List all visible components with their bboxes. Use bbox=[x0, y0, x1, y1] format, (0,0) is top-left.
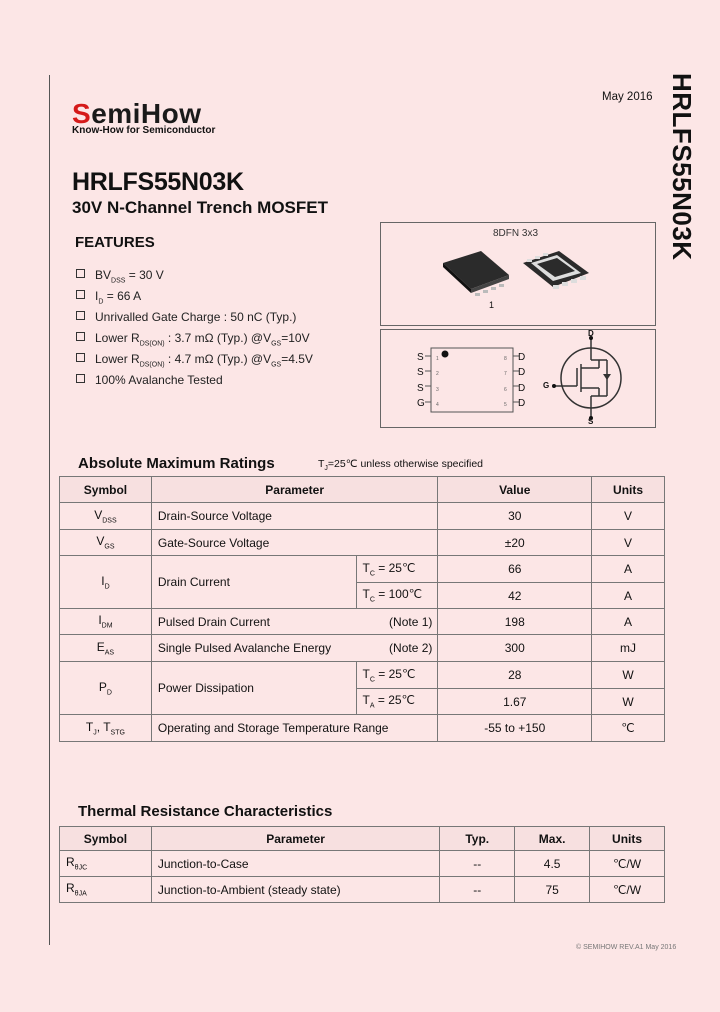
table-row bbox=[60, 503, 665, 530]
param-cell: Drain-Source Voltage bbox=[151, 503, 438, 530]
table-row bbox=[60, 635, 665, 662]
feature-item: $BV_{DSS} = 30$ V bbox=[76, 268, 164, 284]
param-cell: Operating and Storage Temperature Range bbox=[151, 715, 438, 742]
table-row bbox=[60, 662, 665, 689]
right-pin-letters: D D D D bbox=[518, 352, 526, 409]
max-cell: 75 bbox=[515, 877, 590, 903]
part-description: 30V N-Channel Trench MOSFET bbox=[72, 198, 328, 217]
symbol-cell: $V_{DSS}$ bbox=[60, 503, 152, 530]
thermal-table bbox=[59, 826, 665, 903]
schematic-box bbox=[380, 329, 656, 428]
condition-cell: $T_A$ = 25℃ bbox=[356, 689, 438, 715]
feature-item: Lower $R_{DS(ON)}$ : 3.7 mΩ (Typ.) $@V_{GS}=10V$ bbox=[76, 331, 310, 347]
unit-cell: W bbox=[592, 689, 665, 715]
unit-cell: V bbox=[592, 503, 665, 530]
symbol-cell: $R_{\theta JC}$ bbox=[60, 851, 152, 877]
unit-cell: ℃/W bbox=[590, 877, 665, 903]
symbol-cell: $P_D$ bbox=[60, 662, 152, 715]
value-cell: 198 bbox=[438, 609, 592, 635]
drain-label: D bbox=[588, 329, 594, 338]
abs-max-table bbox=[59, 476, 665, 742]
symbol-cell: $E_{AS}$ bbox=[60, 635, 152, 662]
symbol-cell: $I_{DM}$ bbox=[60, 609, 152, 635]
col-parameter: Parameter bbox=[151, 477, 438, 503]
thermal-title: Thermal Resistance Characteristics bbox=[78, 803, 333, 820]
abs-max-title: Absolute Maximum Ratings bbox=[78, 455, 275, 472]
source-label: S bbox=[588, 417, 594, 426]
side-part-number: HRLFS55N03K bbox=[667, 73, 697, 261]
table-row bbox=[60, 851, 665, 877]
gate-label: G bbox=[543, 381, 550, 390]
value-cell: 28 bbox=[438, 662, 592, 689]
table-row bbox=[60, 715, 665, 742]
typ-cell: -- bbox=[440, 851, 515, 877]
package-label: 8DFN 3x3 bbox=[493, 228, 539, 239]
features-title: FEATURES bbox=[75, 234, 155, 251]
col-units: Units bbox=[592, 477, 665, 503]
param-cell: Single Pulsed Avalanche Energy (Note 2) bbox=[151, 635, 438, 662]
abs-max-note: $T_J=25℃$ unless otherwise specified bbox=[318, 458, 484, 473]
table-row bbox=[60, 877, 665, 903]
package-box bbox=[380, 222, 656, 326]
col-symbol: Symbol bbox=[60, 827, 152, 851]
param-cell: Gate-Source Voltage bbox=[151, 530, 438, 556]
unit-cell: A bbox=[592, 609, 665, 635]
typ-cell: -- bbox=[440, 877, 515, 903]
table-row bbox=[60, 530, 665, 556]
value-cell: 1.67 bbox=[438, 689, 592, 715]
package-drawing bbox=[381, 223, 655, 325]
value-cell: -55 to +150 bbox=[438, 715, 592, 742]
condition-cell: $T_C$ = 100℃ bbox=[356, 583, 438, 609]
max-cell: 4.5 bbox=[515, 851, 590, 877]
left-rule bbox=[49, 75, 50, 945]
unit-cell: W bbox=[592, 662, 665, 689]
value-cell: ±20 bbox=[438, 530, 592, 556]
value-cell: 30 bbox=[438, 503, 592, 530]
part-number: HRLFS55N03K bbox=[72, 168, 244, 196]
feature-item: 100% Avalanche Tested bbox=[76, 373, 223, 387]
col-typ: Typ. bbox=[440, 827, 515, 851]
unit-cell: ℃ bbox=[592, 715, 665, 742]
left-pin-numbers: 1 2 3 4 bbox=[436, 356, 439, 408]
condition-cell: $T_C$ = 25℃ bbox=[356, 662, 438, 689]
feature-item: Lower $R_{DS(ON)}$ : 4.7 mΩ (Typ.) $@V_{GS}=4.5V$ bbox=[76, 352, 313, 368]
unit-cell: A bbox=[592, 556, 665, 583]
pin1-label: 1 bbox=[489, 300, 495, 310]
param-cell: Power Dissipation bbox=[151, 662, 356, 715]
symbol-cell: $T_J$, $T_{STG}$ bbox=[60, 715, 152, 742]
param-cell: Drain Current bbox=[151, 556, 356, 609]
logo-tagline: Know-How for Semiconductor bbox=[72, 125, 216, 136]
unit-cell: mJ bbox=[592, 635, 665, 662]
col-max: Max. bbox=[515, 827, 590, 851]
semihow-logo: SemiHow bbox=[72, 98, 202, 129]
condition-cell: $T_C$ = 25℃ bbox=[356, 556, 438, 583]
col-value: Value bbox=[438, 477, 592, 503]
col-units: Units bbox=[590, 827, 665, 851]
feature-item: $I_D = 66$ A bbox=[76, 289, 141, 305]
symbol-cell: $R_{\theta JA}$ bbox=[60, 877, 152, 903]
right-pin-numbers: 8 7 6 5 bbox=[504, 356, 507, 408]
table-row bbox=[60, 556, 665, 583]
symbol-cell: $V_{GS}$ bbox=[60, 530, 152, 556]
feature-item: Unrivalled Gate Charge : 50 nC (Typ.) bbox=[76, 310, 296, 324]
param-cell: Junction-to-Ambient (steady state) bbox=[151, 877, 439, 903]
unit-cell: A bbox=[592, 583, 665, 609]
value-cell: 66 bbox=[438, 556, 592, 583]
doc-date: May 2016 bbox=[602, 91, 653, 103]
left-pin-letters: S S S G bbox=[417, 352, 425, 409]
unit-cell: V bbox=[592, 530, 665, 556]
col-parameter: Parameter bbox=[151, 827, 439, 851]
footer-copyright: © SEMIHOW REV.A1 May 2016 bbox=[576, 944, 677, 951]
symbol-cell: $I_D$ bbox=[60, 556, 152, 609]
value-cell: 42 bbox=[438, 583, 592, 609]
unit-cell: ℃/W bbox=[590, 851, 665, 877]
param-cell: Junction-to-Case bbox=[151, 851, 439, 877]
value-cell: 300 bbox=[438, 635, 592, 662]
col-symbol: Symbol bbox=[60, 477, 152, 503]
param-cell: Pulsed Drain Current (Note 1) bbox=[151, 609, 438, 635]
table-row bbox=[60, 609, 665, 635]
